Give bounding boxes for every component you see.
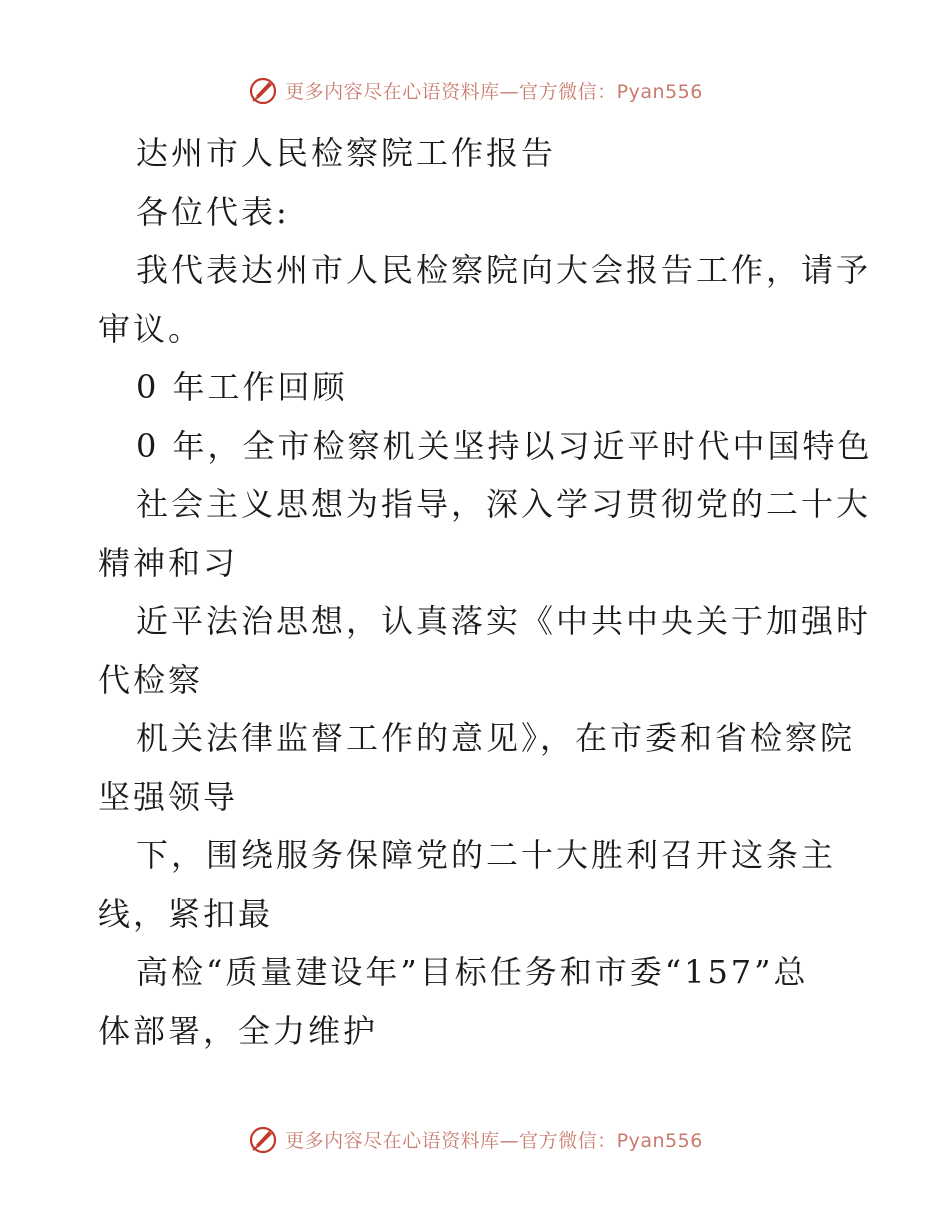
header-watermark [0, 70, 950, 110]
text-line: 社会主义思想为指导，深入学习贯彻党的二十大 [136, 485, 872, 523]
text-line: 0 年，全市检察机关坚持以习近平时代中国特色 [136, 426, 873, 465]
text-line: 达州市人民检察院工作报告 [136, 134, 557, 172]
text-line: 各位代表: [136, 192, 290, 231]
text-line: 体部署，全力维护 [98, 1011, 379, 1050]
text-line: 精神和习 [98, 543, 239, 582]
text-line: 近平法治思想，认真落实《中共中央关于加强时 [136, 602, 872, 640]
watermark-text: 更多内容尽在心语资料库—官方微信：Pyan556 [285, 80, 703, 103]
text-line: 机关法律监督工作的意见》，在市委和省检察院 [136, 719, 856, 757]
text-line: 我代表达州市人民检察院向大会报告工作，请予 [136, 251, 872, 289]
text-line: 审议。 [98, 309, 204, 348]
quill-logo-icon [247, 74, 279, 106]
text-line: 线，紧扣最 [98, 894, 274, 933]
watermark-text: 更多内容尽在心语资料库—官方微信：Pyan556 [285, 1129, 703, 1152]
quill-logo-icon [247, 1123, 279, 1155]
footer-watermark [0, 1119, 950, 1159]
text-line: 代检察 [98, 660, 204, 699]
text-line: 坚强领导 [98, 777, 239, 816]
document-body [98, 124, 873, 1060]
text-line: 高检“质量建设年”目标任务和市委“157”总 [136, 953, 809, 991]
text-line: 下，围绕服务保障党的二十大胜利召开这条主 [136, 836, 837, 874]
text-line: 0 年工作回顾 [136, 368, 348, 406]
